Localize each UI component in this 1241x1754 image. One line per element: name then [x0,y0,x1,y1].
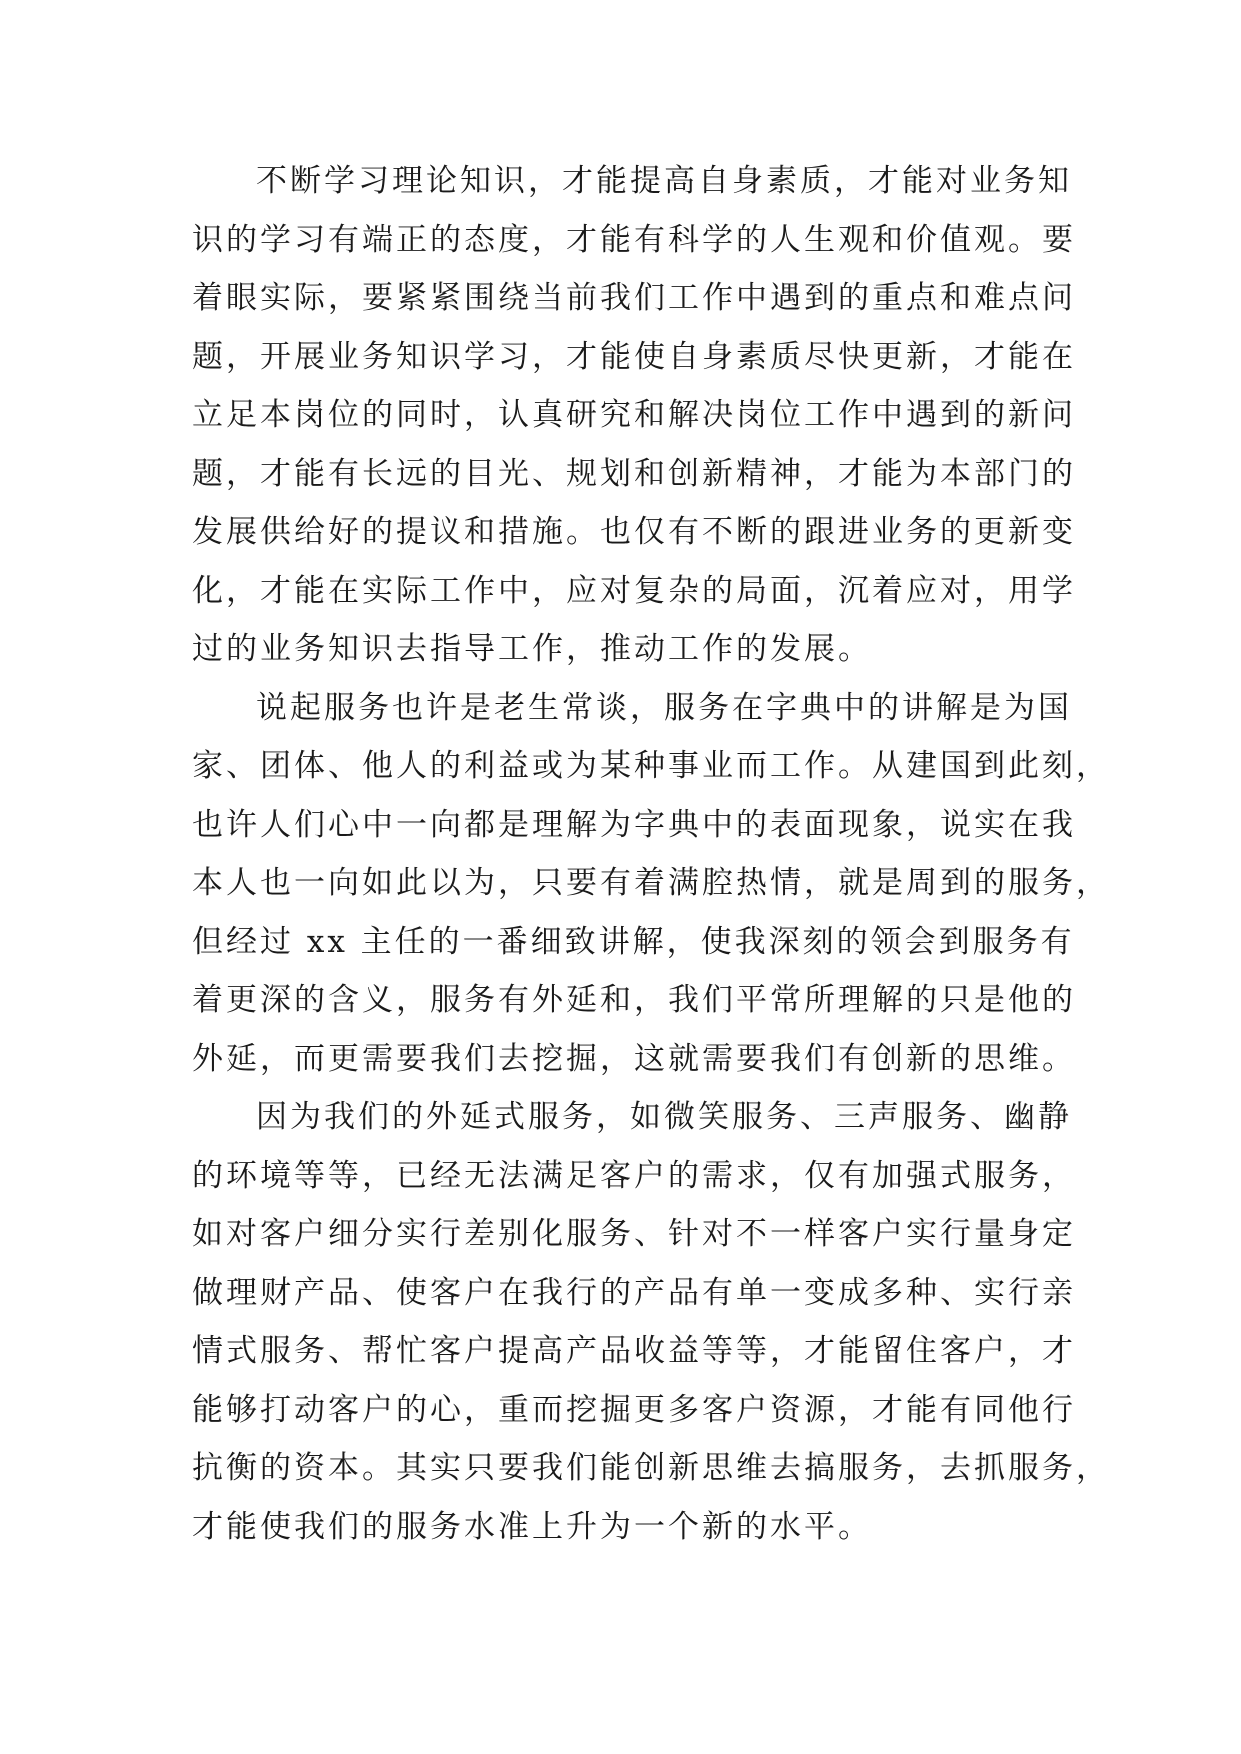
text-line: 但经过 xx 主任的一番细致讲解，使我深刻的领会到服务有 [192,923,1075,960]
text-line: 发展供给好的提议和措施。也仅有不断的跟进业务的更新变 [192,514,1076,550]
text-line: 识的学习有端正的态度，才能有科学的人生观和价值观。要 [192,221,1076,258]
text-line: 情式服务、帮忙客户提高产品收益等等，才能留住客户，才 [192,1333,1076,1369]
text-line: 着更深的含义，服务有外延和，我们平常所理解的只是他的 [192,982,1076,1018]
text-line: 也许人们心中一向都是理解为字典中的表面现象，说实在我 [192,806,1076,843]
paragraph-2 [192,679,1110,1089]
text-line: 说起服务也许是老生常谈，服务在字典中的讲解是为国 [256,689,1072,726]
text-line: 如对客户细分实行差别化服务、针对不一样客户实行量身定 [192,1216,1076,1252]
text-line: 因为我们的外延式服务，如微笑服务、三声服务、幽静 [256,1099,1072,1135]
paragraph-3 [192,1088,1110,1556]
text-line: 才能使我们的服务水准上升为一个新的水平。 [192,1508,872,1545]
text-line: 着眼实际，要紧紧围绕当前我们工作中遇到的重点和难点问 [192,280,1076,316]
paragraph-1 [192,152,1076,679]
text-line: 做理财产品、使客户在我行的产品有单一变成多种、实行亲 [192,1274,1076,1311]
text-line: 化，才能在实际工作中，应对复杂的局面，沉着应对，用学 [192,572,1076,609]
text-line: 抗衡的资本。其实只要我们能创新思维去搞服务，去抓服务， [192,1450,1110,1486]
text-line: 不断学习理论知识，才能提高自身素质，才能对业务知 [256,163,1072,199]
text-line: 题，才能有长远的目光、规划和创新精神，才能为本部门的 [192,455,1076,492]
text-line: 的环境等等，已经无法满足客户的需求，仅有加强式服务， [192,1157,1076,1194]
document-body [192,152,1110,1556]
text-line: 题，开展业务知识学习，才能使自身素质尽快更新，才能在 [192,338,1076,375]
text-line: 本人也一向如此以为，只要有着满腔热情，就是周到的服务， [192,865,1110,901]
text-line: 过的业务知识去指导工作，推动工作的发展。 [192,631,872,667]
text-line: 能够打动客户的心，重而挖掘更多客户资源，才能有同他行 [192,1391,1076,1428]
text-line: 立足本岗位的同时，认真研究和解决岗位工作中遇到的新问 [192,397,1076,433]
text-line: 外延，而更需要我们去挖掘，这就需要我们有创新的思维。 [192,1040,1076,1077]
text-line: 家、团体、他人的利益或为某种事业而工作。从建国到此刻， [192,748,1110,784]
